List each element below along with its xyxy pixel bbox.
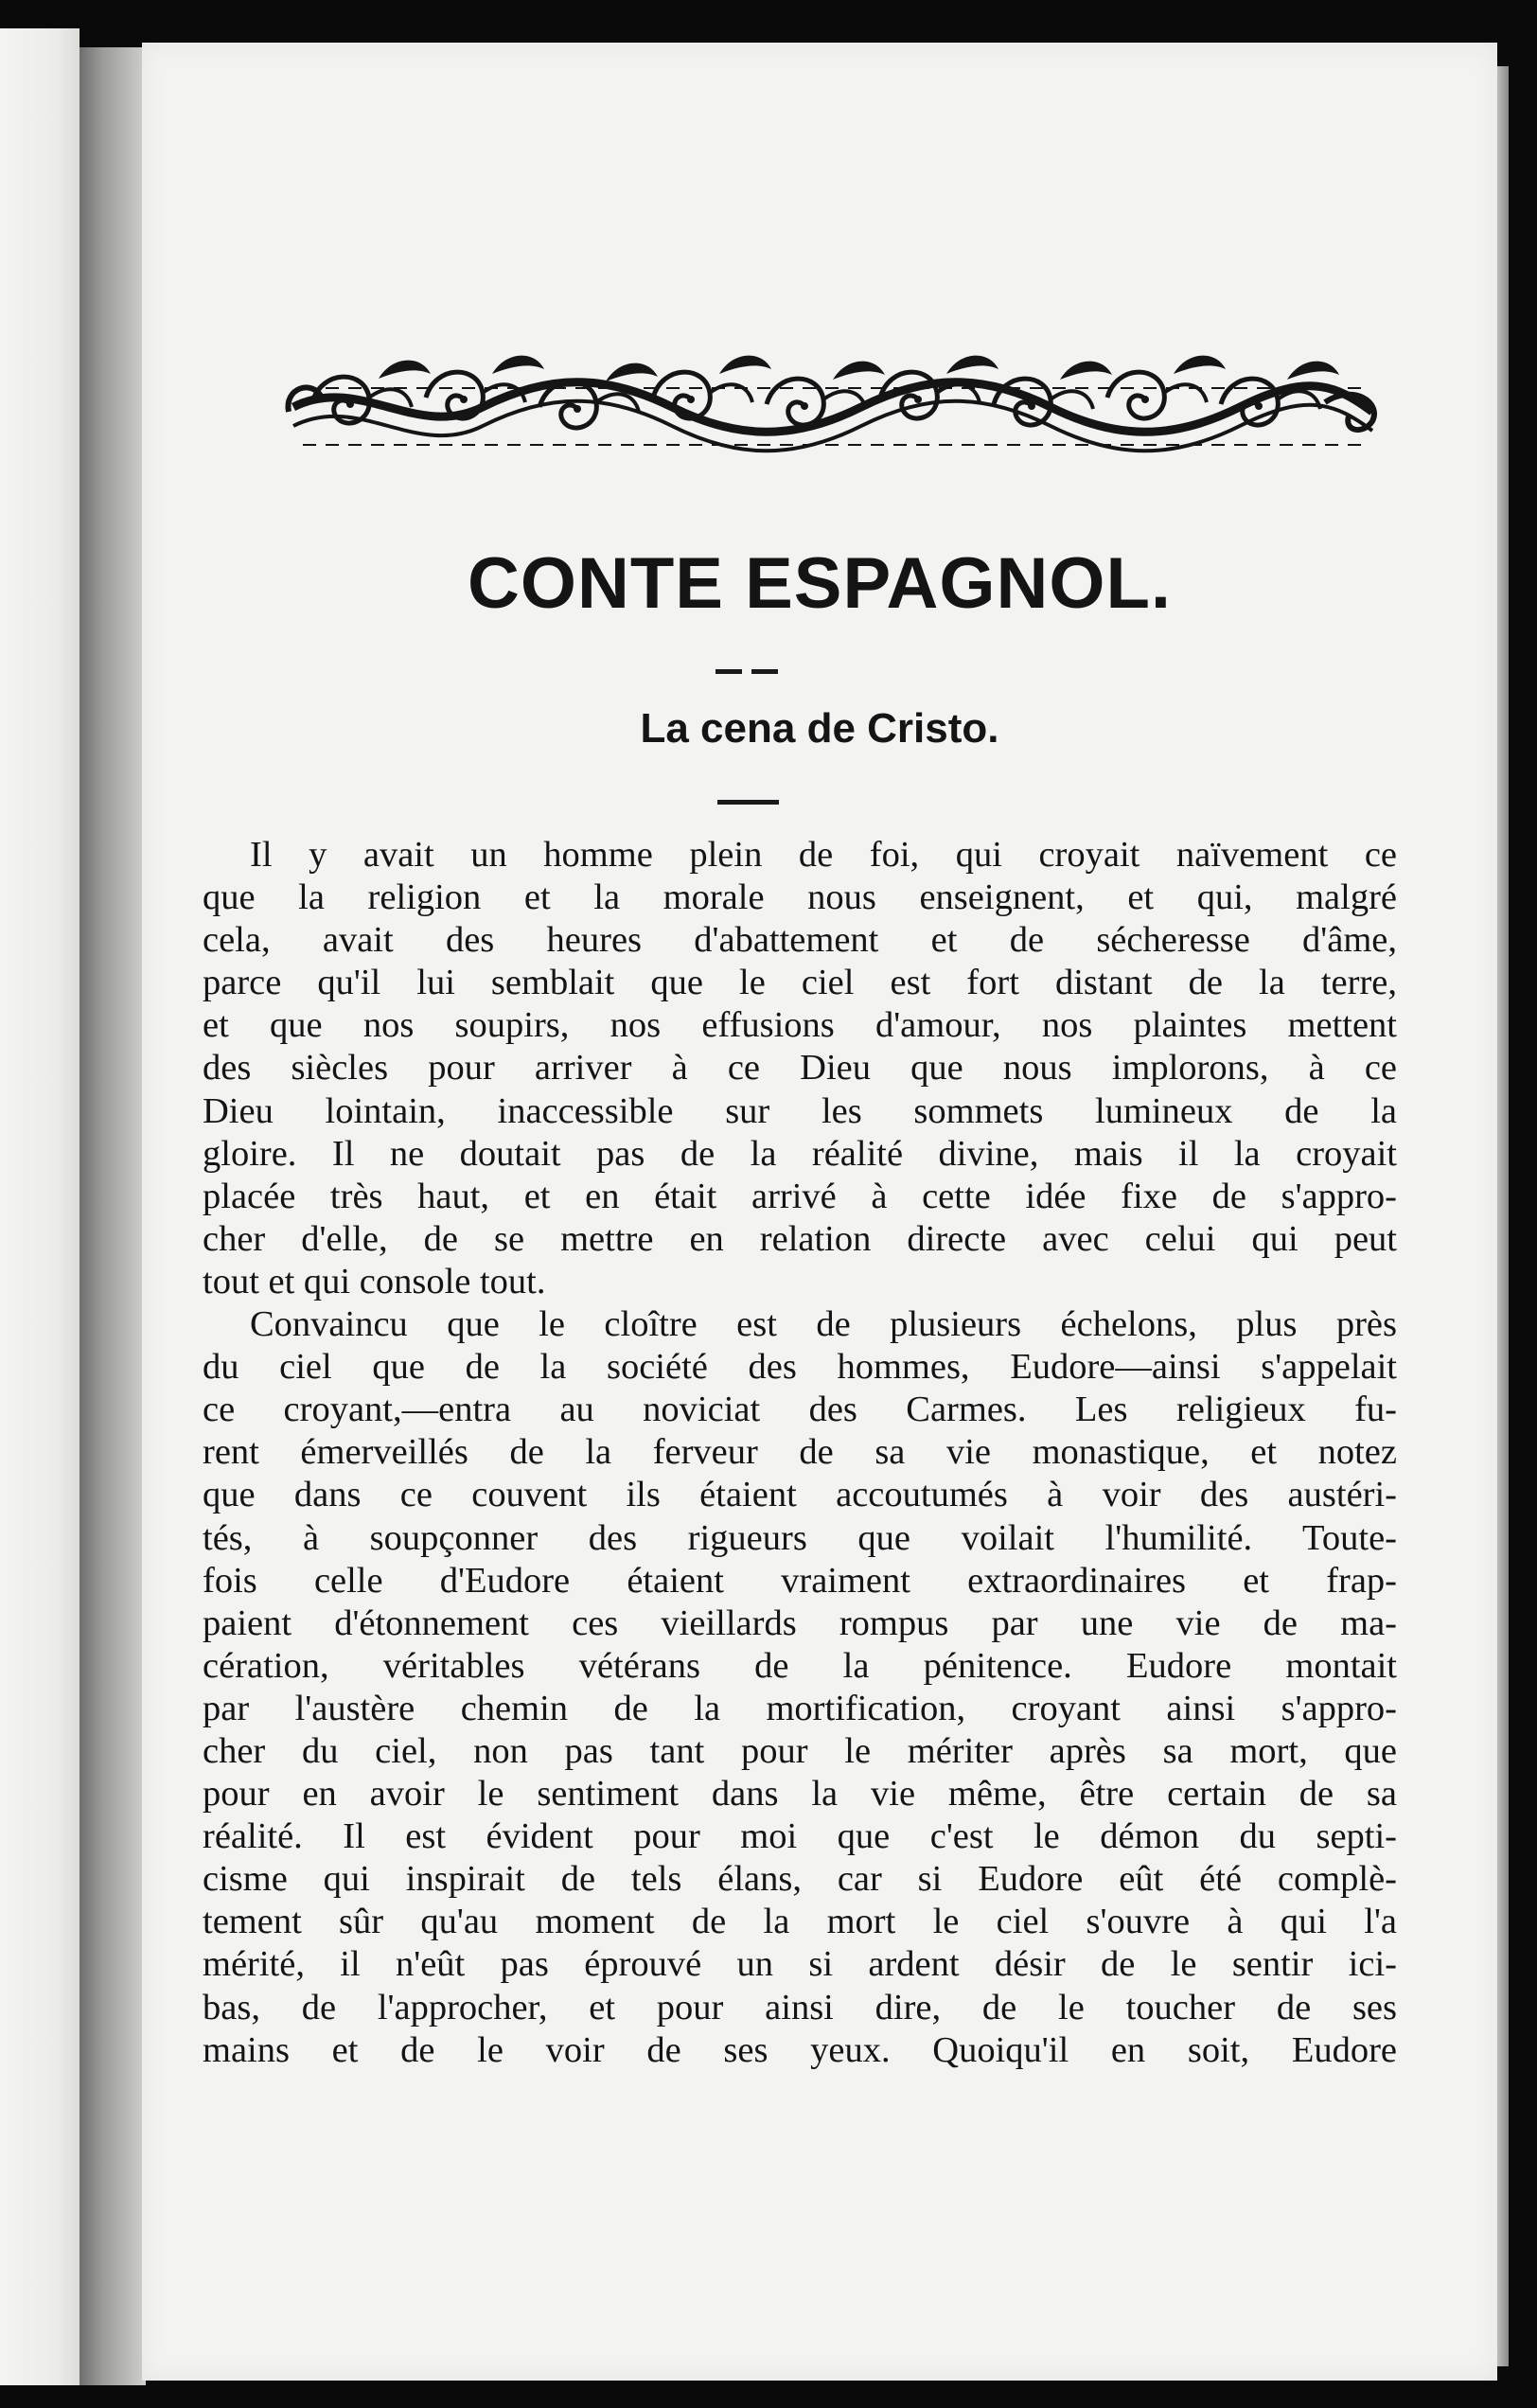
facing-page-edge: [0, 28, 80, 2385]
text-line: tout et qui console tout.: [203, 1261, 546, 1301]
title-rule-left: [716, 669, 742, 674]
text-line: cération, véritables vétérans de la pénitence. Eudore montait: [203, 1645, 1397, 1686]
text-line: que la religion et la morale nous enseignent, et qui, malgré: [203, 877, 1397, 918]
text-line: pour en avoir le sentiment dans la vie même, être certain de sa: [203, 1774, 1397, 1815]
page-title: CONTE ESPAGNOL.: [467, 543, 1173, 624]
text-line: rent émerveillés de la ferveur de sa vie monastique, et notez: [203, 1432, 1397, 1473]
text-line: cher du ciel, non pas tant pour le mériter après sa mort, que: [203, 1730, 1397, 1771]
text-line: parce qu'il lui semblait que le ciel est fort distant de la terre,: [203, 963, 1397, 1003]
page: [142, 43, 1497, 2381]
text-line: tement sûr qu'au moment de la mort le ciel s'ouvre à qui l'a: [203, 1902, 1397, 1942]
text-line: par l'austère chemin de la mortification, croyant ainsi s'appro-: [203, 1688, 1397, 1728]
text-line: cela, avait des heures d'abattement et de sécheresse d'âme,: [203, 920, 1397, 961]
page-stack-edge: [1497, 66, 1509, 2366]
text-line: et que nos soupirs, nos effusions d'amour, nos plaintes mettent: [203, 1005, 1397, 1046]
text-line: Convaincu que le cloître est de plusieurs échelons, plus près: [250, 1304, 1397, 1345]
text-line: que dans ce couvent ils étaient accoutumés à voir des austéri-: [203, 1475, 1397, 1515]
text-line: des siècles pour arriver à ce Dieu que nous implorons, à ce: [203, 1048, 1397, 1089]
body-text: [203, 834, 1397, 2072]
text-line: placée très haut, et en était arrivé à cette idée fixe de s'appro-: [203, 1176, 1397, 1216]
text-line: fois celle d'Eudore étaient vraiment extraordinaires et frap-: [203, 1560, 1397, 1601]
section-subtitle: La cena de Cristo.: [640, 705, 999, 752]
text-line: tés, à soupçonner des rigueurs que voilait l'humilité. Toute-: [203, 1517, 1397, 1558]
text-line: du ciel que de la société des hommes, Eudore—ainsi s'appelait: [203, 1347, 1397, 1388]
text-line: bas, de l'approcher, et pour ainsi dire, de le toucher de ses: [203, 1987, 1397, 2027]
text-line: cher d'elle, de se mettre en relation directe avec celui qui peut: [203, 1218, 1397, 1259]
text-line: Dieu lointain, inaccessible sur les sommets lumineux de la: [203, 1090, 1397, 1131]
text-line: mains et de le voir de ses yeux. Quoiqu'il en soit, Eudore: [203, 2029, 1397, 2070]
ornamental-vine-headpiece: [246, 317, 1410, 487]
title-rule-right: [751, 669, 778, 674]
text-line: réalité. Il est évident pour moi que c'est le démon du septi-: [203, 1816, 1397, 1857]
text-line: Il y avait un homme plein de foi, qui croyait naïvement ce: [250, 835, 1397, 875]
text-line: ce croyant,—entra au noviciat des Carmes. Les religieux fu-: [203, 1390, 1397, 1430]
paragraph-2: [203, 1303, 1397, 2072]
text-line: cisme qui inspirait de tels élans, car si Eudore eût été complè-: [203, 1859, 1397, 1900]
text-line: paient d'étonnement ces vieillards rompus par une vie de ma-: [203, 1602, 1397, 1643]
text-line: mérité, il n'eût pas éprouvé un si ardent désir de le sentir ici-: [203, 1944, 1397, 1985]
subtitle-rule: [717, 800, 779, 805]
book-gutter-shadow: [80, 47, 146, 2385]
text-line: gloire. Il ne doutait pas de la réalité divine, mais il la croyait: [203, 1133, 1397, 1174]
paragraph-1: [203, 834, 1397, 1303]
